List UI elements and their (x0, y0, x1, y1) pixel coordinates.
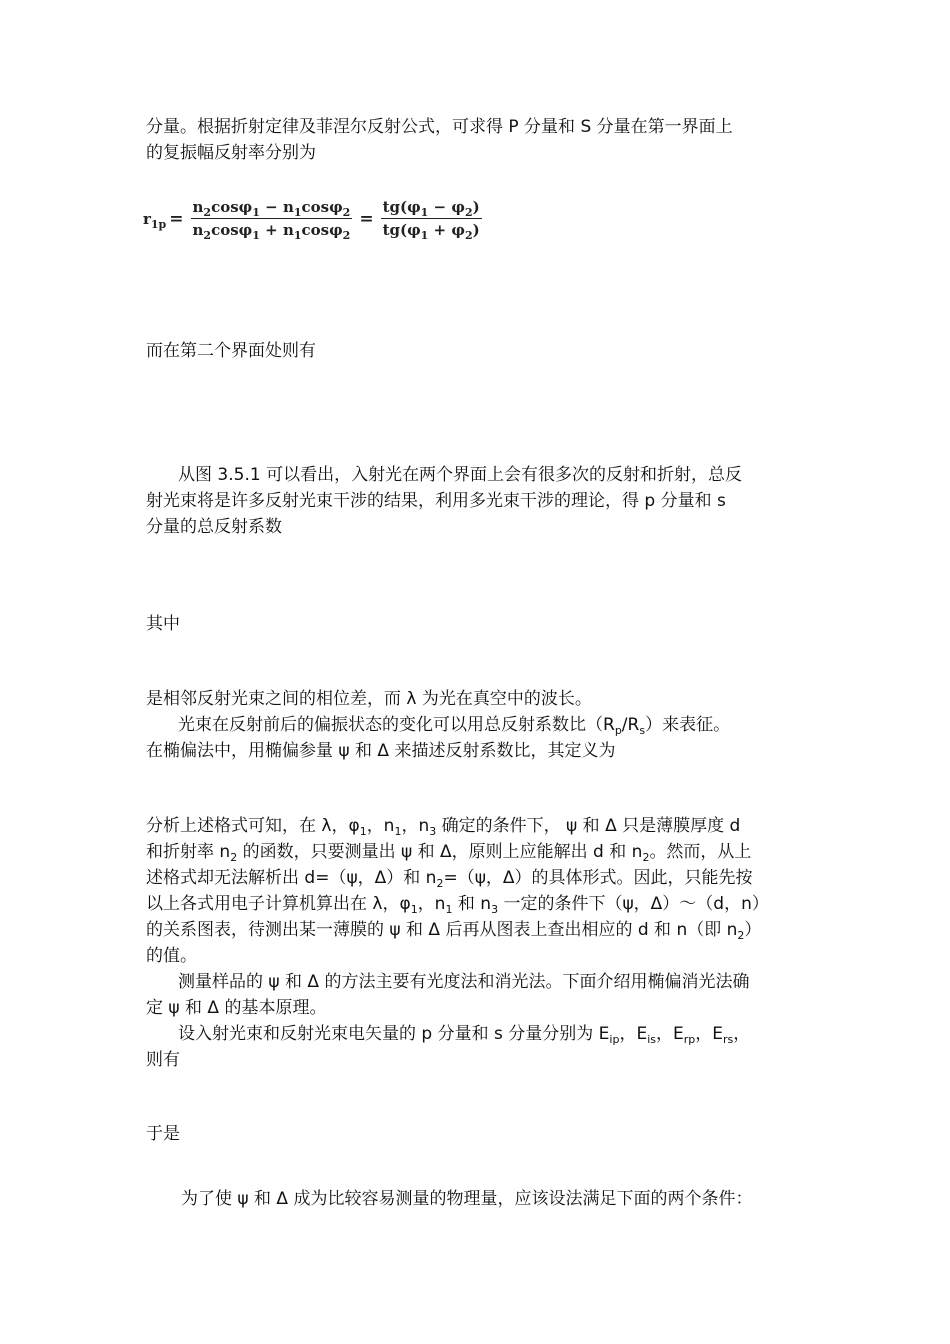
paragraph-line: 设入射光束和反射光束电矢量的 p 分量和 s 分量分别为 $E_{ip}$，$E_{is}$，$E_{rp}$，$E_{rs}$， (178, 1024, 751, 1046)
paragraph-line: 分量。根据折射定律及菲涅尔反射公式，可求得 P 分量和 S 分量在第一界面上 (146, 117, 733, 137)
paragraph-line: 在椭偏法中，用椭偏参量 ψ 和 Δ 来描述反射系数比，其定义为 (146, 741, 616, 761)
paragraph-line: 射光束将是许多反射光束干涉的结果，利用多光束干涉的理论，得 p 分量和 s (146, 491, 726, 511)
eq-fraction-2: $\frac{tg(\varphi_1 - \varphi_2)}{tg(\varphi_1 + \varphi_2)}$ (382, 198, 480, 242)
paragraph-line: 述格式却无法解析出 d=（ψ，Δ）和 $n_2=(\psi$，Δ）的具体形式。因此，只能先按 (146, 868, 753, 890)
paragraph-line: 和折射率 $n_2$ 的函数，只要测量出 ψ 和 Δ，原则上应能解出 d 和 $n_2$。然而，从上 (146, 842, 752, 864)
paragraph-line: 测量样品的 ψ 和 Δ 的方法主要有光度法和消光法。下面介绍用椭偏消光法确 (178, 972, 750, 992)
paragraph-line: 以上各式用电子计算机算出在 λ，$\varphi_1$，$n_1$ 和 $n_3$ 一定的条件下（ψ，Δ）～（d，n） (146, 894, 769, 916)
eq-equals: = (359, 208, 374, 229)
fresnel-equation (143, 198, 486, 242)
paragraph-line: 分析上述格式可知，在 λ，$\varphi_1$，$n_1$，$n_3$ 确定的条件下， ψ 和 Δ 只是薄膜厚度 d (146, 816, 741, 838)
paragraph-line: 定 ψ 和 Δ 的基本原理。 (146, 998, 327, 1018)
paragraph-line: 从图 3.5.1 可以看出，入射光在两个界面上会有很多次的反射和折射，总反 (178, 465, 743, 485)
eq-lhs: $r_{1p}$ (143, 209, 167, 231)
paragraph-line: 于是 (146, 1124, 180, 1144)
paragraph-line: 而在第二个界面处则有 (146, 341, 316, 361)
paragraph-line: 是相邻反射光束之间的相位差，而 λ 为光在真空中的波长。 (146, 689, 592, 709)
eq-fraction-1: $\frac{n_2\cos\varphi_1 - n_1\cos\varphi_2}{n_2\cos\varphi_1 + n_1\cos\varphi_2}$ (192, 198, 351, 242)
paragraph-line: 则有 (146, 1050, 180, 1070)
paragraph-line: 的关系图表，待测出某一薄膜的 ψ 和 Δ 后再从图表上查出相应的 d 和 n（即 $n_2$） (146, 920, 762, 942)
paragraph-line: 光束在反射前后的偏振状态的变化可以用总反射系数比$(R_p/R_s)$来表征。 (178, 715, 731, 737)
paragraph-line: 为了使 ψ 和 Δ 成为比较容易测量的物理量，应该设法满足下面的两个条件： (181, 1189, 753, 1209)
paragraph-line: 的复振幅反射率分别为 (146, 143, 316, 163)
paragraph-line: 分量的总反射系数 (146, 517, 282, 537)
eq-equals: = (169, 208, 184, 229)
paragraph-line: 其中 (146, 614, 180, 634)
paragraph-line: 的值。 (146, 946, 197, 966)
